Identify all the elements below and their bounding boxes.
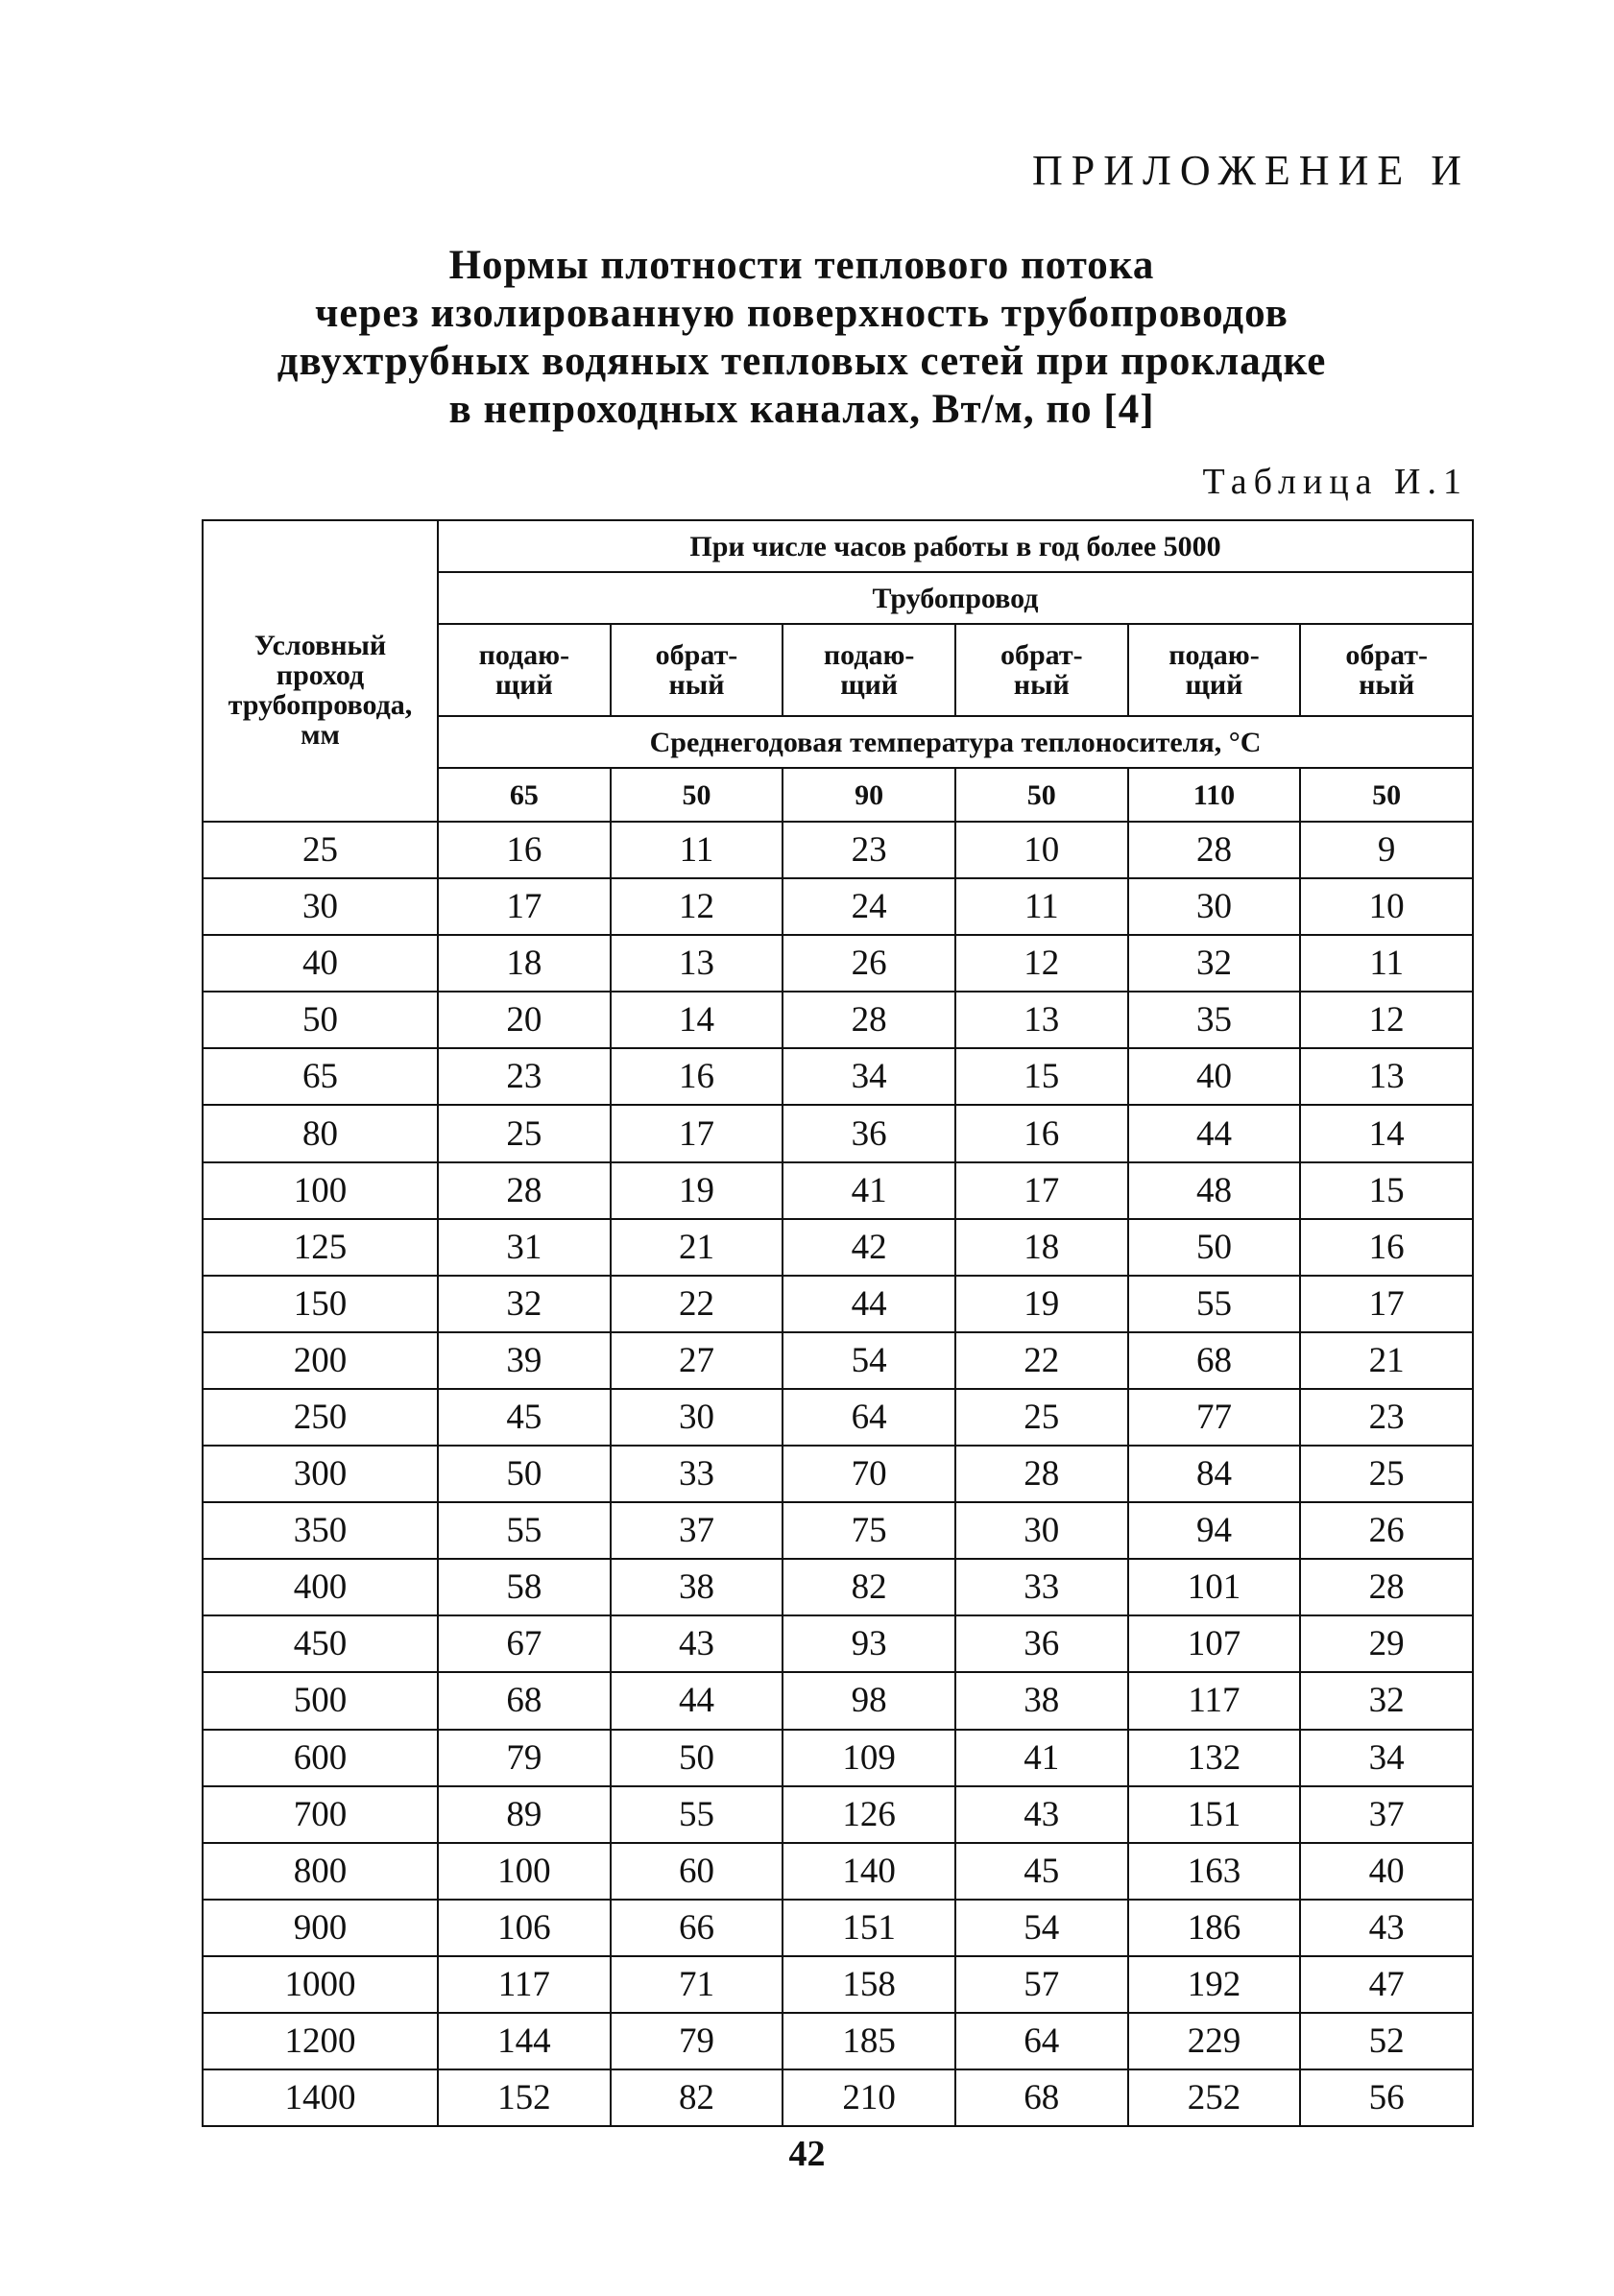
value-cell: 38 xyxy=(611,1559,783,1615)
value-cell: 25 xyxy=(1300,1446,1473,1502)
table-row xyxy=(203,878,1473,935)
value-cell: 26 xyxy=(1300,1502,1473,1559)
value-cell: 32 xyxy=(1128,935,1301,992)
table-row xyxy=(203,1956,1473,2013)
table-row xyxy=(203,1048,1473,1105)
value-cell: 34 xyxy=(783,1048,955,1105)
value-cell: 117 xyxy=(1128,1672,1301,1729)
diameter-cell: 200 xyxy=(203,1332,438,1389)
value-cell: 67 xyxy=(438,1615,611,1672)
table-row xyxy=(203,1786,1473,1843)
value-cell: 10 xyxy=(1300,878,1473,935)
value-cell: 35 xyxy=(1128,992,1301,1048)
value-cell: 94 xyxy=(1128,1502,1301,1559)
value-cell: 37 xyxy=(611,1502,783,1559)
value-cell: 34 xyxy=(1300,1730,1473,1786)
value-cell: 31 xyxy=(438,1219,611,1276)
table-row xyxy=(203,1502,1473,1559)
value-cell: 151 xyxy=(783,1900,955,1956)
value-cell: 22 xyxy=(955,1332,1128,1389)
value-cell: 38 xyxy=(955,1672,1128,1729)
table-row xyxy=(203,1446,1473,1502)
document-title xyxy=(192,242,1411,434)
diameter-cell: 30 xyxy=(203,878,438,935)
diameter-cell: 300 xyxy=(203,1446,438,1502)
value-cell: 24 xyxy=(783,878,955,935)
value-cell: 186 xyxy=(1128,1900,1301,1956)
diameter-cell: 450 xyxy=(203,1615,438,1672)
value-cell: 84 xyxy=(1128,1446,1301,1502)
value-cell: 48 xyxy=(1128,1162,1301,1219)
value-cell: 54 xyxy=(783,1332,955,1389)
title-line: двухтрубных водяных тепловых сетей при прокладке xyxy=(277,339,1327,384)
value-cell: 16 xyxy=(438,822,611,878)
pipe-type-header xyxy=(1300,624,1473,716)
table-row xyxy=(203,992,1473,1048)
value-cell: 50 xyxy=(611,1730,783,1786)
value-cell: 13 xyxy=(1300,1048,1473,1105)
value-cell: 79 xyxy=(438,1730,611,1786)
value-cell: 21 xyxy=(1300,1332,1473,1389)
value-cell: 100 xyxy=(438,1843,611,1900)
value-cell: 15 xyxy=(955,1048,1128,1105)
value-cell: 82 xyxy=(783,1559,955,1615)
stub-line: трубопровода, xyxy=(228,689,413,721)
value-cell: 45 xyxy=(438,1389,611,1446)
pipe-type-line: щий xyxy=(1185,669,1243,701)
heat-flux-table xyxy=(202,519,1474,2127)
diameter-cell: 1200 xyxy=(203,2013,438,2069)
value-cell: 93 xyxy=(783,1615,955,1672)
diameter-cell: 250 xyxy=(203,1389,438,1446)
table-row xyxy=(203,2013,1473,2069)
diameter-cell: 125 xyxy=(203,1219,438,1276)
stub-line: Условный xyxy=(253,630,387,661)
value-cell: 70 xyxy=(783,1446,955,1502)
pipe-type-line: подаю- xyxy=(823,639,915,671)
value-cell: 106 xyxy=(438,1900,611,1956)
value-cell: 39 xyxy=(438,1332,611,1389)
value-cell: 12 xyxy=(611,878,783,935)
pipe-type-line: щий xyxy=(840,669,899,701)
value-cell: 28 xyxy=(438,1162,611,1219)
value-cell: 21 xyxy=(611,1219,783,1276)
value-cell: 28 xyxy=(1300,1559,1473,1615)
value-cell: 89 xyxy=(438,1786,611,1843)
value-cell: 77 xyxy=(1128,1389,1301,1446)
value-cell: 16 xyxy=(1300,1219,1473,1276)
table-label: Таблица И.1 xyxy=(1202,462,1468,502)
value-cell: 68 xyxy=(955,2069,1128,2126)
table-row xyxy=(203,1332,1473,1389)
value-cell: 54 xyxy=(955,1900,1128,1956)
stub-line: проход xyxy=(276,659,365,691)
value-cell: 47 xyxy=(1300,1956,1473,2013)
value-cell: 28 xyxy=(1128,822,1301,878)
value-cell: 43 xyxy=(611,1615,783,1672)
value-cell: 28 xyxy=(783,992,955,1048)
diameter-cell: 700 xyxy=(203,1786,438,1843)
table-row xyxy=(203,1162,1473,1219)
value-cell: 11 xyxy=(955,878,1128,935)
value-cell: 20 xyxy=(438,992,611,1048)
value-cell: 132 xyxy=(1128,1730,1301,1786)
pipe-type-line: подаю- xyxy=(478,639,570,671)
diameter-cell: 50 xyxy=(203,992,438,1048)
value-cell: 28 xyxy=(955,1446,1128,1502)
page-number: 42 xyxy=(788,2134,826,2174)
value-cell: 27 xyxy=(611,1332,783,1389)
value-cell: 55 xyxy=(1128,1276,1301,1332)
pipe-type-line: ный xyxy=(668,669,725,701)
value-cell: 185 xyxy=(783,2013,955,2069)
value-cell: 16 xyxy=(611,1048,783,1105)
value-cell: 58 xyxy=(438,1559,611,1615)
value-cell: 56 xyxy=(1300,2069,1473,2126)
value-cell: 144 xyxy=(438,2013,611,2069)
value-cell: 41 xyxy=(955,1730,1128,1786)
pipe-type-line: ный xyxy=(1359,669,1415,701)
value-cell: 32 xyxy=(438,1276,611,1332)
value-cell: 52 xyxy=(1300,2013,1473,2069)
value-cell: 14 xyxy=(611,992,783,1048)
value-cell: 75 xyxy=(783,1502,955,1559)
value-cell: 68 xyxy=(438,1672,611,1729)
value-cell: 50 xyxy=(1128,1219,1301,1276)
temperature-value: 50 xyxy=(955,768,1128,822)
table-row xyxy=(203,822,1473,878)
value-cell: 30 xyxy=(955,1502,1128,1559)
value-cell: 13 xyxy=(955,992,1128,1048)
value-cell: 36 xyxy=(783,1105,955,1161)
pipe-type-line: щий xyxy=(494,669,553,701)
diameter-cell: 65 xyxy=(203,1048,438,1105)
table-row xyxy=(203,1219,1473,1276)
value-cell: 152 xyxy=(438,2069,611,2126)
value-cell: 151 xyxy=(1128,1786,1301,1843)
value-cell: 19 xyxy=(955,1276,1128,1332)
table-row xyxy=(203,1276,1473,1332)
value-cell: 36 xyxy=(955,1615,1128,1672)
value-cell: 40 xyxy=(1300,1843,1473,1900)
value-cell: 33 xyxy=(955,1559,1128,1615)
value-cell: 68 xyxy=(1128,1332,1301,1389)
value-cell: 210 xyxy=(783,2069,955,2126)
title-line: Нормы плотности теплового потока xyxy=(448,243,1155,288)
value-cell: 17 xyxy=(1300,1276,1473,1332)
value-cell: 32 xyxy=(1300,1672,1473,1729)
pipe-type-line: обрат- xyxy=(1000,639,1083,671)
pipe-type-line: подаю- xyxy=(1168,639,1260,671)
pipe-type-header xyxy=(955,624,1128,716)
title-line: в непроходных каналах, Вт/м, по [4] xyxy=(448,387,1155,432)
value-cell: 30 xyxy=(1128,878,1301,935)
table-row xyxy=(203,1843,1473,1900)
value-cell: 55 xyxy=(438,1502,611,1559)
pipeline-header: Трубопровод xyxy=(438,572,1473,624)
value-cell: 57 xyxy=(955,1956,1128,2013)
diameter-cell: 25 xyxy=(203,822,438,878)
value-cell: 109 xyxy=(783,1730,955,1786)
value-cell: 66 xyxy=(611,1900,783,1956)
temperature-header: Среднегодовая температура теплоносителя, °С xyxy=(438,716,1473,768)
value-cell: 41 xyxy=(783,1162,955,1219)
value-cell: 26 xyxy=(783,935,955,992)
value-cell: 98 xyxy=(783,1672,955,1729)
value-cell: 64 xyxy=(783,1389,955,1446)
table-row xyxy=(203,2069,1473,2126)
diameter-cell: 600 xyxy=(203,1730,438,1786)
value-cell: 13 xyxy=(611,935,783,992)
value-cell: 30 xyxy=(611,1389,783,1446)
value-cell: 82 xyxy=(611,2069,783,2126)
value-cell: 126 xyxy=(783,1786,955,1843)
table-row xyxy=(203,1105,1473,1161)
value-cell: 25 xyxy=(438,1105,611,1161)
pipe-type-header xyxy=(783,624,955,716)
diameter-cell: 350 xyxy=(203,1502,438,1559)
value-cell: 60 xyxy=(611,1843,783,1900)
diameter-cell: 400 xyxy=(203,1559,438,1615)
temperature-value: 65 xyxy=(438,768,611,822)
table-row xyxy=(203,1672,1473,1729)
diameter-cell: 1000 xyxy=(203,1956,438,2013)
value-cell: 16 xyxy=(955,1105,1128,1161)
value-cell: 252 xyxy=(1128,2069,1301,2126)
pipe-type-line: обрат- xyxy=(1345,639,1428,671)
temperature-value: 50 xyxy=(1300,768,1473,822)
value-cell: 44 xyxy=(1128,1105,1301,1161)
value-cell: 17 xyxy=(611,1105,783,1161)
value-cell: 18 xyxy=(438,935,611,992)
value-cell: 229 xyxy=(1128,2013,1301,2069)
value-cell: 12 xyxy=(1300,992,1473,1048)
value-cell: 19 xyxy=(611,1162,783,1219)
value-cell: 25 xyxy=(955,1389,1128,1446)
value-cell: 23 xyxy=(1300,1389,1473,1446)
value-cell: 192 xyxy=(1128,1956,1301,2013)
value-cell: 22 xyxy=(611,1276,783,1332)
value-cell: 40 xyxy=(1128,1048,1301,1105)
value-cell: 37 xyxy=(1300,1786,1473,1843)
value-cell: 11 xyxy=(611,822,783,878)
value-cell: 33 xyxy=(611,1446,783,1502)
stub-line: мм xyxy=(301,719,340,751)
value-cell: 140 xyxy=(783,1843,955,1900)
diameter-cell: 900 xyxy=(203,1900,438,1956)
diameter-cell: 80 xyxy=(203,1105,438,1161)
value-cell: 43 xyxy=(1300,1900,1473,1956)
value-cell: 9 xyxy=(1300,822,1473,878)
value-cell: 23 xyxy=(783,822,955,878)
value-cell: 14 xyxy=(1300,1105,1473,1161)
value-cell: 158 xyxy=(783,1956,955,2013)
table-row xyxy=(203,1900,1473,1956)
value-cell: 50 xyxy=(438,1446,611,1502)
value-cell: 11 xyxy=(1300,935,1473,992)
value-cell: 12 xyxy=(955,935,1128,992)
table-row xyxy=(203,1559,1473,1615)
pipe-type-header xyxy=(611,624,783,716)
value-cell: 71 xyxy=(611,1956,783,2013)
diameter-cell: 1400 xyxy=(203,2069,438,2126)
value-cell: 44 xyxy=(783,1276,955,1332)
table-row xyxy=(203,1615,1473,1672)
value-cell: 18 xyxy=(955,1219,1128,1276)
table-row xyxy=(203,935,1473,992)
value-cell: 163 xyxy=(1128,1843,1301,1900)
diameter-cell: 100 xyxy=(203,1162,438,1219)
value-cell: 17 xyxy=(955,1162,1128,1219)
temperature-value: 110 xyxy=(1128,768,1301,822)
diameter-cell: 40 xyxy=(203,935,438,992)
value-cell: 101 xyxy=(1128,1559,1301,1615)
value-cell: 79 xyxy=(611,2013,783,2069)
value-cell: 17 xyxy=(438,878,611,935)
value-cell: 29 xyxy=(1300,1615,1473,1672)
pipe-type-line: обрат- xyxy=(655,639,738,671)
value-cell: 43 xyxy=(955,1786,1128,1843)
temperature-value: 90 xyxy=(783,768,955,822)
value-cell: 44 xyxy=(611,1672,783,1729)
table-row xyxy=(203,1389,1473,1446)
value-cell: 107 xyxy=(1128,1615,1301,1672)
diameter-cell: 150 xyxy=(203,1276,438,1332)
hours-header: При числе часов работы в год более 5000 xyxy=(438,520,1473,572)
value-cell: 42 xyxy=(783,1219,955,1276)
value-cell: 117 xyxy=(438,1956,611,2013)
diameter-cell: 500 xyxy=(203,1672,438,1729)
value-cell: 45 xyxy=(955,1843,1128,1900)
value-cell: 15 xyxy=(1300,1162,1473,1219)
value-cell: 10 xyxy=(955,822,1128,878)
value-cell: 55 xyxy=(611,1786,783,1843)
diameter-cell: 800 xyxy=(203,1843,438,1900)
value-cell: 64 xyxy=(955,2013,1128,2069)
title-line: через изолированную поверхность трубопроводов xyxy=(315,291,1289,336)
pipe-type-line: ный xyxy=(1013,669,1070,701)
pipe-type-header xyxy=(438,624,611,716)
stub-header xyxy=(203,520,438,822)
appendix-heading: ПРИЛОЖЕНИЕ И xyxy=(1031,147,1470,194)
value-cell: 23 xyxy=(438,1048,611,1105)
pipe-type-header xyxy=(1128,624,1301,716)
temperature-value: 50 xyxy=(611,768,783,822)
table-row xyxy=(203,1730,1473,1786)
